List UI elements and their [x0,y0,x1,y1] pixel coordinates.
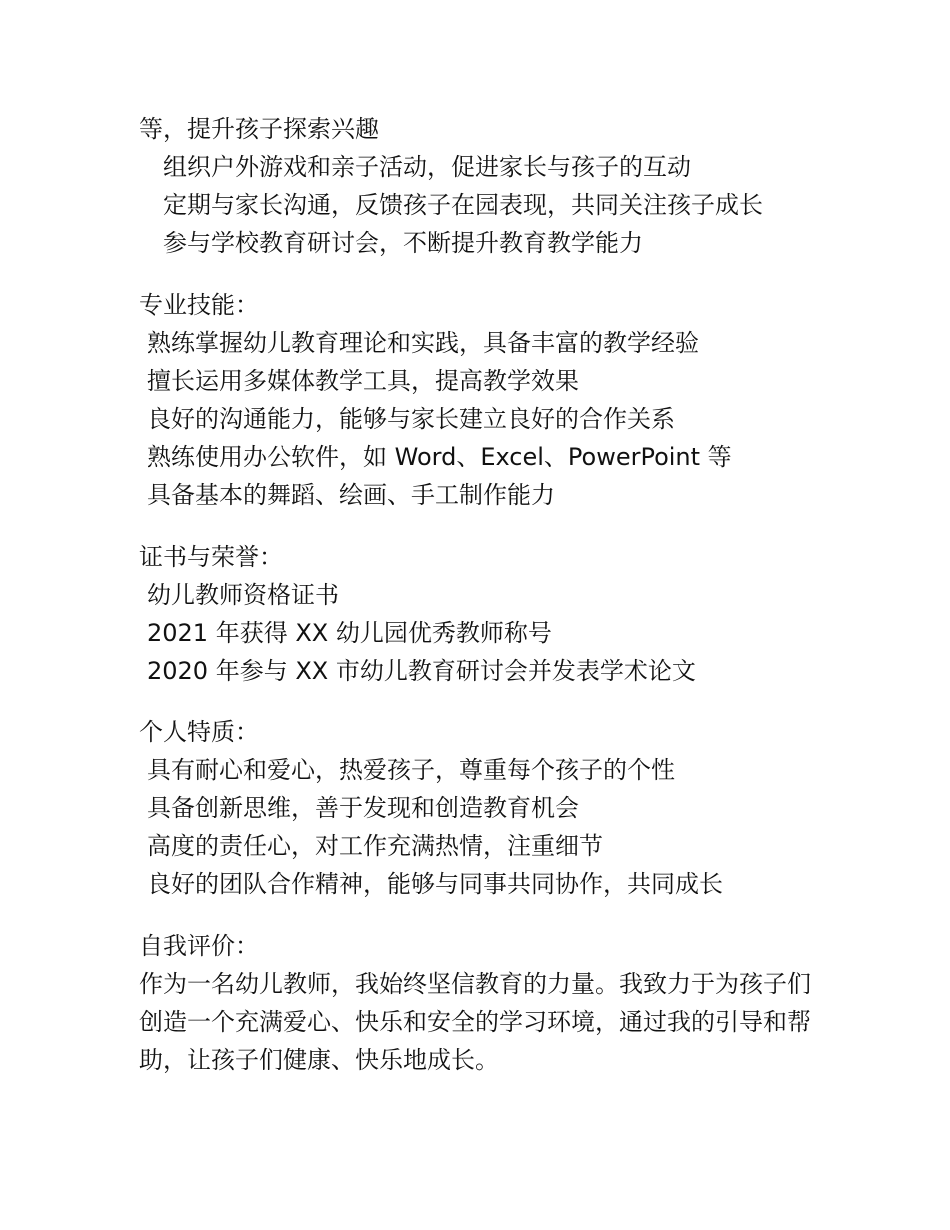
intro-line: 参与学校教育研讨会，不断提升教育教学能力 [163,229,643,257]
certificate-item: 2020 年参与 XX 市幼儿教育研讨会并发表学术论文 [147,657,696,685]
certificate-item: 2021 年获得 XX 幼儿园优秀教师称号 [147,619,552,647]
trait-item: 良好的团队合作精神，能够与同事共同协作，共同成长 [147,870,723,898]
skills-item: 熟练掌握幼儿教育理论和实践，具备丰富的教学经验 [147,329,699,357]
certificate-item: 幼儿教师资格证书 [147,581,339,609]
trait-item: 高度的责任心，对工作充满热情，注重细节 [147,832,603,860]
trait-item: 具备创新思维，善于发现和创造教育机会 [147,794,579,822]
traits-heading: 个人特质： [139,718,259,746]
certificates-heading: 证书与荣誉： [139,543,283,571]
skills-item: 良好的沟通能力，能够与家长建立良好的合作关系 [147,405,675,433]
skills-item: 熟练使用办公软件，如 Word、Excel、PowerPoint 等 [147,443,732,471]
trait-item: 具有耐心和爱心，热爱孩子，尊重每个孩子的个性 [147,756,675,784]
skills-heading: 专业技能： [139,291,259,319]
intro-line: 定期与家长沟通，反馈孩子在园表现，共同关注孩子成长 [163,191,763,219]
self-evaluation-heading: 自我评价： [139,932,259,960]
self-evaluation-text: 作为一名幼儿教师，我始终坚信教育的力量。我致力于为孩子们创造一个充满爱心、快乐和安全的学习环境，通过我的引导和帮助，让孩子们健康、快乐地成长。 [139,970,811,1074]
intro-line: 组织户外游戏和亲子活动，促进家长与孩子的互动 [163,153,691,181]
skills-item: 擅长运用多媒体教学工具，提高教学效果 [147,367,579,395]
intro-line: 等，提升孩子探索兴趣 [139,115,379,143]
skills-item: 具备基本的舞蹈、绘画、手工制作能力 [147,481,555,509]
